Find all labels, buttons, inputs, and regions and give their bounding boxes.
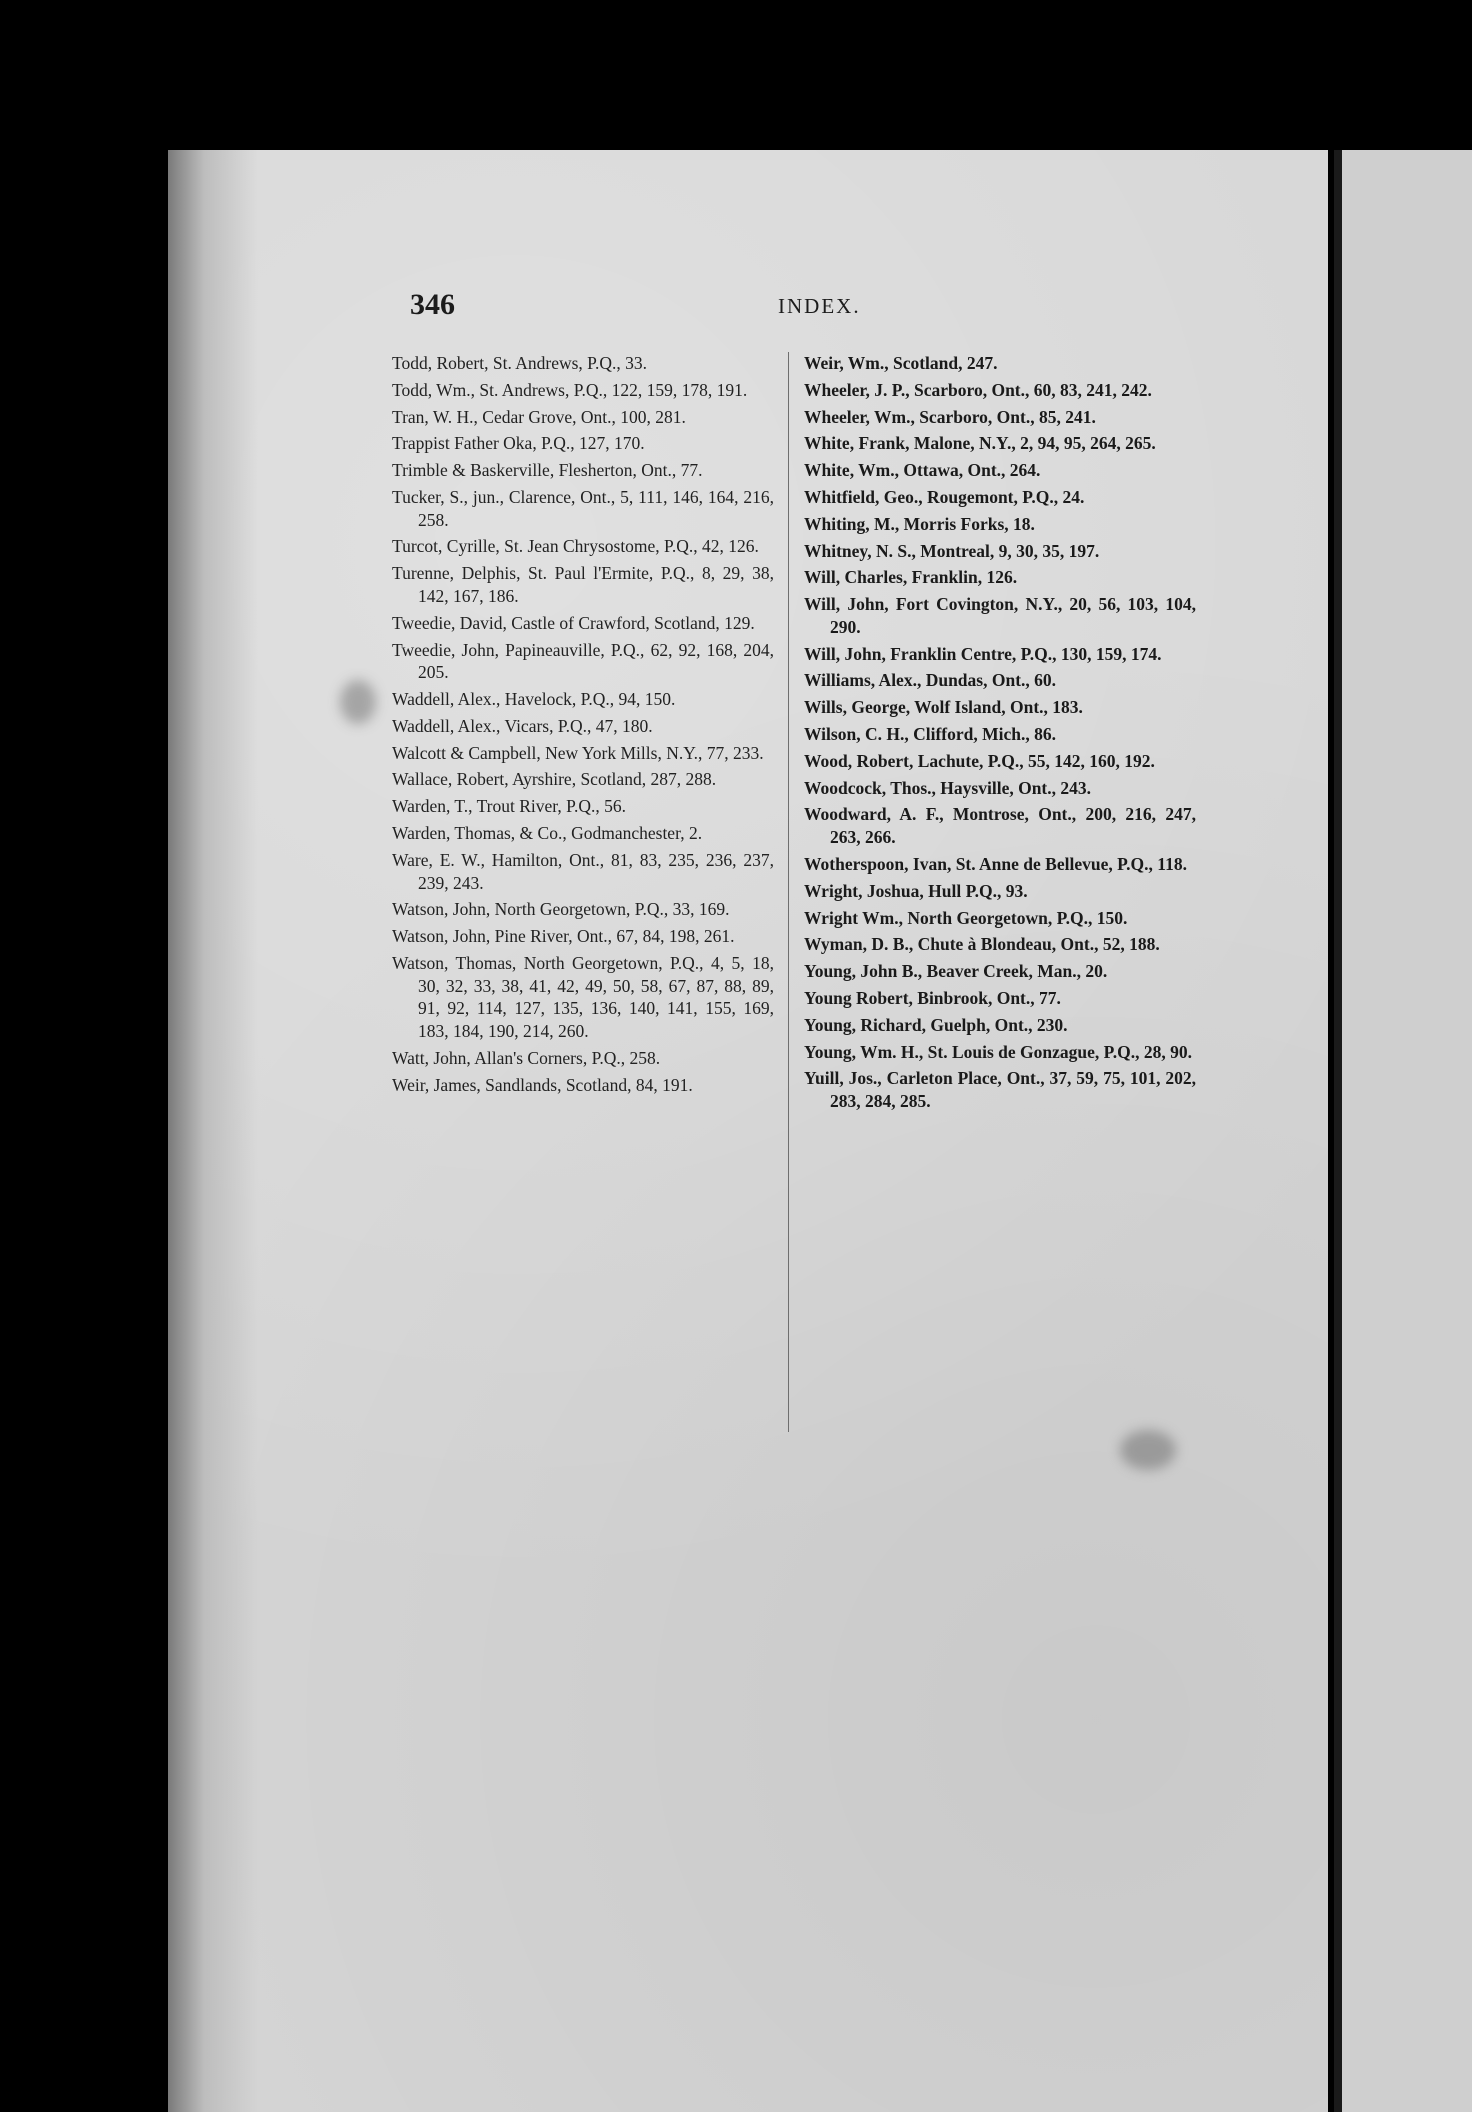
- index-entry: Todd, Robert, St. Andrews, P.Q., 33.: [392, 353, 647, 373]
- index-entry: Wallace, Robert, Ayrshire, Scotland, 287, 288.: [392, 769, 717, 790]
- index-entry: Wyman, D. B., Chute à Blondeau, Ont., 52, 188.: [804, 934, 1160, 955]
- index-entry: Wheeler, J. P., Scarboro, Ont., 60, 83, 241, 242.: [804, 379, 1152, 400]
- index-entry: Will, John, Franklin Centre, P.Q., 130, 159, 174.: [804, 643, 1162, 664]
- index-entry: Watson, John, Pine River, Ont., 67, 84, 198, 261.: [392, 926, 735, 947]
- index-column-left: [392, 352, 774, 1100]
- index-entry: Ware, E. W., Hamilton, Ont., 81, 83, 235, 236, 237, 239, 243.: [392, 849, 774, 893]
- index-entry: Williams, Alex., Dundas, Ont., 60.: [804, 670, 1057, 691]
- index-entry: Tweedie, David, Castle of Crawford, Scotland, 129.: [392, 612, 755, 633]
- page-number: 346: [410, 288, 455, 321]
- index-entry: Wood, Robert, Lachute, P.Q., 55, 142, 160, 192.: [804, 750, 1155, 771]
- index-entry: Wheeler, Wm., Scarboro, Ont., 85, 241.: [804, 406, 1096, 427]
- index-entry: Weir, James, Sandlands, Scotland, 84, 191.: [392, 1074, 693, 1095]
- index-entry: Wotherspoon, Ivan, St. Anne de Bellevue, P.Q., 118.: [804, 853, 1187, 874]
- ink-smudge: [340, 680, 376, 724]
- index-entry: Tran, W. H., Cedar Grove, Ont., 100, 281.: [392, 406, 686, 427]
- index-entry: Whitfield, Geo., Rougemont, P.Q., 24.: [804, 486, 1085, 507]
- index-entry: Turenne, Delphis, St. Paul l'Ermite, P.Q., 8, 29, 38, 142, 167, 186.: [392, 563, 774, 606]
- index-entry: Weir, Wm., Scotland, 247.: [804, 353, 998, 373]
- index-entry: Tucker, S., jun., Clarence, Ont., 5, 111, 146, 164, 216, 258.: [392, 486, 774, 530]
- index-entry: Watt, John, Allan's Corners, P.Q., 258.: [392, 1047, 661, 1068]
- index-entry: Will, John, Fort Covington, N.Y., 20, 56, 103, 104, 290.: [804, 594, 1196, 637]
- index-entry: Waddell, Alex., Vicars, P.Q., 47, 180.: [392, 715, 653, 736]
- index-entry: Trimble & Baskerville, Flesherton, Ont., 77.: [392, 460, 703, 481]
- index-entry: Watson, John, North Georgetown, P.Q., 33, 169.: [392, 899, 730, 920]
- running-head: [410, 288, 870, 328]
- index-entry: White, Frank, Malone, N.Y., 2, 94, 95, 264, 265.: [804, 433, 1156, 454]
- index-entry: Wills, George, Wolf Island, Ont., 183.: [804, 697, 1083, 718]
- ink-smudge: [1120, 1430, 1176, 1470]
- index-entry: Young Robert, Binbrook, Ont., 77.: [804, 987, 1061, 1008]
- index-entry: Woodward, A. F., Montrose, Ont., 200, 216, 247, 263, 266.: [804, 804, 1196, 848]
- index-entry: White, Wm., Ottawa, Ont., 264.: [804, 460, 1041, 481]
- index-entry: Will, Charles, Franklin, 126.: [804, 567, 1018, 588]
- index-entry: Watson, Thomas, North Georgetown, P.Q., 4, 5, 18, 30, 32, 33, 38, 41, 42, 49, 50, 58, 67, 87, 88, 89, 91, 92, 114, 127, 135, 136, 140, 141, 155, 169, 183, 184, 190, 214, 260.: [392, 952, 774, 1042]
- index-entry: Warden, T., Trout River, P.Q., 56.: [392, 796, 626, 817]
- index-entry: Woodcock, Thos., Haysville, Ont., 243.: [804, 777, 1092, 798]
- index-entry: Turcot, Cyrille, St. Jean Chrysostome, P.Q., 42, 126.: [392, 536, 759, 557]
- index-entry: Walcott & Campbell, New York Mills, N.Y., 77, 233.: [392, 742, 764, 763]
- page-gutter-shadow: [168, 150, 258, 2112]
- column-divider: [788, 352, 789, 1432]
- index-entry: Young, John B., Beaver Creek, Man., 20.: [804, 961, 1108, 982]
- index-entry: Wright Wm., North Georgetown, P.Q., 150.: [804, 907, 1128, 928]
- running-head-title: INDEX.: [778, 294, 861, 318]
- index-entry: Wilson, C. H., Clifford, Mich., 86.: [804, 724, 1056, 745]
- index-entry: Wright, Joshua, Hull P.Q., 93.: [804, 880, 1028, 901]
- index-entry: Warden, Thomas, & Co., Godmanchester, 2.: [392, 823, 703, 844]
- adjacent-page-edge: [1334, 150, 1472, 2112]
- index-entry: Trappist Father Oka, P.Q., 127, 170.: [392, 433, 645, 454]
- index-entry: Whitney, N. S., Montreal, 9, 30, 35, 197.: [804, 540, 1100, 561]
- index-entry: Tweedie, John, Papineauville, P.Q., 62, 92, 168, 204, 205.: [392, 639, 774, 683]
- index-entry: Whiting, M., Morris Forks, 18.: [804, 513, 1035, 534]
- index-entry: Young, Richard, Guelph, Ont., 230.: [804, 1014, 1068, 1035]
- index-entry: Waddell, Alex., Havelock, P.Q., 94, 150.: [392, 689, 676, 710]
- index-entry: Todd, Wm., St. Andrews, P.Q., 122, 159, 178, 191.: [392, 379, 748, 400]
- index-entry: Yuill, Jos., Carleton Place, Ont., 37, 59, 75, 101, 202, 283, 284, 285.: [804, 1068, 1196, 1112]
- index-entry: Young, Wm. H., St. Louis de Gonzague, P.Q., 28, 90.: [804, 1041, 1192, 1062]
- index-column-right: [804, 352, 1196, 1117]
